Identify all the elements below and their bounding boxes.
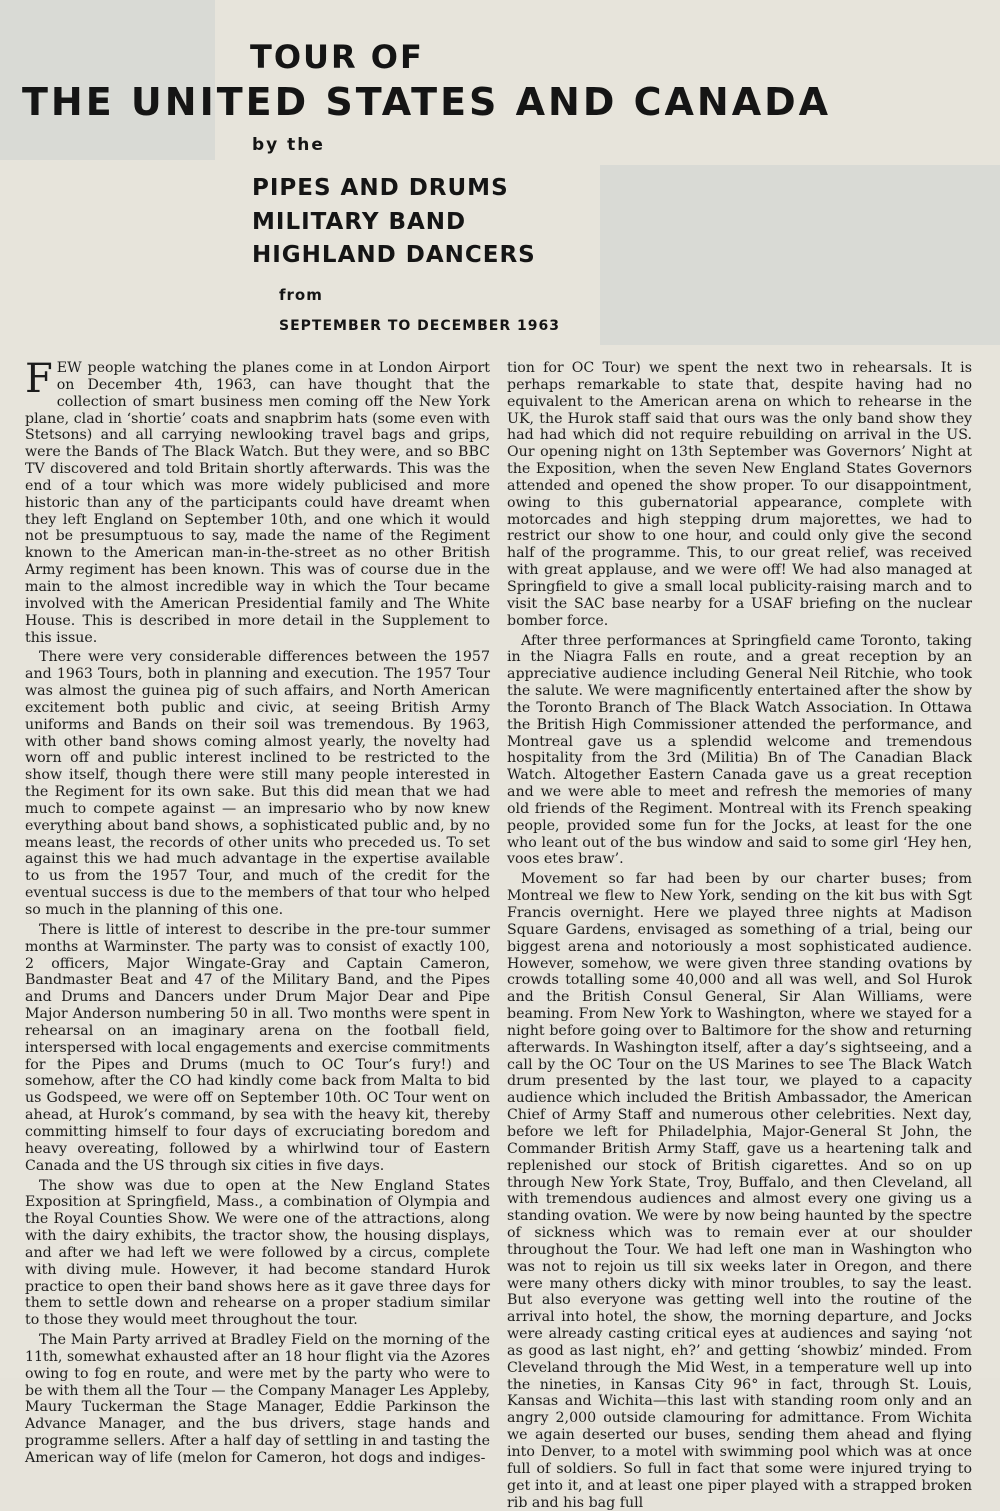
- byline: by the: [252, 135, 325, 155]
- unit-pipes-and-drums: PIPES AND DRUMS: [252, 175, 509, 201]
- paragraph: tion for OC Tour) we spent the next two in rehearsals. It is perhaps remarkable to state that, despite having had no equivalent to the American arena on which to rehearse in the UK, the Hurok staff said that ours was the only band show they had had which did not require rebuilding on arrival in the US. Our opening night on 13th September was Governors’ Night at the Exposition, when the seven New England States Governors attended and opened the show proper. To our disappointment, owing to this gubernatorial appearance, complete with motorcades and high stepping drum majorettes, we had to restrict our show to one hour, and could only give the second half of the programme. This, to our great relief, was received with great applause, and we were off! We had also managed at Springfield to give a small local publicity-raising march and to visit the SAC base nearby for a USAF briefing on the nuclear bomber force.: [507, 360, 972, 629]
- paragraph: There were very considerable differences between the 1957 and 1963 Tours, both in planning and execution. The 1957 Tour was almost the guinea pig of such affairs, and North American excitement both public and civic, at seeing British Army uniforms and Bands on their soil was tremendous. By 1963, with other band shows coming almost yearly, the novelty had worn off and public interest inclined to be restricted to the show itself, though there were still many people interested in the Regiment for its own sake. But this did mean that we had much to compete against — an impresario who by now knew everything about band shows, a sophisticated public and, by no means least, the records of other units who preceded us. To set against this we had much advantage in the expertise available to us from the 1957 Tour, and much of the credit for the eventual success is due to the members of that tour who helped so much in the planning of this one.: [25, 649, 490, 918]
- title-line-2: THE UNITED STATES AND CANADA: [22, 80, 832, 124]
- paragraph: After three performances at Springfield came Toronto, taking in the Niagra Falls en route, and a great reception by an appreciative audience including General Neil Ritchie, who took the salute. We were magnificently entertained after the show by the Toronto Branch of The Black Watch Association. In Ottawa the British High Commissioner attended the performance, and Montreal gave us a splendid welcome and tremendous hospitality from the 3rd (Militia) Bn of The Canadian Black Watch. Altogether Eastern Canada gave us a great reception and we were able to meet and refresh the memories of many old friends of the Regiment. Montreal with its French speaking people, provided some fun for the Jocks, at least for the one who leant out of the bus window and said to some girl ‘Hey hen, voos etes braw’.: [507, 632, 972, 868]
- paragraph: The show was due to open at the New England States Exposition at Springfield, Mass., a combination of Olympia and the Royal Counties Show. We were one of the attractions, along with the dairy exhibits, the tractor show, the housing displays, and after we had left we were followed by a circus, complete with diving mule. However, it had become standard Hurok practice to open their band shows here as it gave three days for them to settle down and rehearse on a proper stadium similar to those they would meet throughout the tour.: [25, 1177, 490, 1329]
- paragraph: There is little of interest to describe in the pre-tour summer months at Warminster. The party was to consist of exactly 100, 2 officers, Major Wingate-Gray and Captain Cameron, Bandmaster Beat and 47 of the Military Band, and the Pipes and Drums and Dancers under Drum Major Dear and Pipe Major Anderson numbering 50 in all. Two months were spent in rehearsal on an imaginary arena on the football field, interspersed with local engagements and exercise commitments for the Pipes and Drums (much to OC Tour’s fury!) and somehow, after the CO had kindly come back from Malta to bid us Godspeed, we were off on September 10th. OC Tour went on ahead, at Hurok’s command, by sea with the heavy kit, thereby committing himself to four days of excruciating boredom and heavy overeating, followed by a whirlwind tour of Eastern Canada and the US through six cities in five days.: [25, 921, 490, 1174]
- paragraph: Movement so far had been by our charter buses; from Montreal we flew to New York, sending on the kit bus with Sgt Francis overnight. Here we played three nights at Madison Square Gardens, envisaged as something of a trial, being our biggest arena and notoriously a most sophisticated audience. However, somehow, we were given three standing ovations by crowds totalling some 40,000 and all was well, and Sol Hurok and the British Consul General, Sir Alan Williams, were beaming. From New York to Washington, where we stayed for a night before going over to Baltimore for the show and returning afterwards. In Washington itself, after a day’s sightseeing, and a call by the OC Tour on the US Marines to see The Black Watch drum presented by the last tour, we played to a capacity audience which included the British Ambassador, the American Chief of Army Staff and numerous other celebrities. Next day, before we left for Philadelphia, Major-General St John, the Commander British Army Staff, gave us a heartening talk and replenished our stock of British cigarettes. And so on up through New York State, Troy, Buffalo, and then Cleveland, all with tremendous audiences and almost every one giving us a standing ovation. We were by now being haunted by the spectre of sickness which was to remain ever at our shoulder throughout the Tour. We had left one man in Washington who was not to rejoin us till six weeks later in Oregon, and there were many others dicky with minor troubles, to say the least. But also everyone was getting well into the routine of the arrival into hotel, the show, the morning departure, and Jocks were already casting critical eyes at audiences and saying ‘not as good as last night, eh?’ and getting ‘showbiz’ minded. From Cleveland through the Mid West, in a temperature well up into the nineties, in Kansas City 96° in fact, through St. Louis, Kansas and Wichita—this last with standing room only and an angry 2,000 outside clamouring for admittance. From Wichita we again deserted our buses, sending them ahead and flying into Denver, to a motel with swimming pool which was at once full of soldiers. So full in fact that some were injured trying to get into it, and at least one piper played with a strapped broken rib and his bag full: [507, 871, 972, 1511]
- paragraph: The Main Party arrived at Bradley Field on the morning of the 11th, somewhat exhausted after an 18 hour flight via the Azores owing to fog en route, and were met by the party who were to be with them all the Tour — the Company Manager Les Appleby, Maury Tuckerman the Stage Manager, Eddie Parkinson the Advance Manager, and the bus drivers, stage hands and programme sellers. After a half day of settling in and tasting the American way of life (melon for Cameron, hot dogs and indiges-: [25, 1332, 490, 1466]
- title-line-1: TOUR OF: [250, 38, 424, 76]
- tour-dates: SEPTEMBER TO DECEMBER 1963: [279, 318, 560, 334]
- show-through-photo-right: [600, 165, 1000, 345]
- from-label: from: [279, 286, 323, 304]
- unit-military-band: MILITARY BAND: [252, 209, 467, 235]
- paragraph: FEW people watching the planes come in at London Airport on December 4th, 1963, can have thought that the collection of smart business men coming off the New York plane, clad in ‘shortie’ coats and snapbrim hats (some even with Stetsons) and all carrying newlooking travel bags and grips, were the Bands of The Black Watch. But they were, and so BBC TV discovered and told Britain shortly afterwards. This was the end of a tour which was more widely publicised and more historic than any of the participants could have dreamt when they left England on September 10th, and one which it would not be presumptuous to say, made the name of the Regiment known to the American man-in-the-street as no other British Army regiment has been known. This was of course due in the main to the almost incredible way in which the Tour became involved with the American Presidential family and The White House. This is described in more detail in the Supplement to this issue.: [25, 356, 490, 646]
- drop-cap: F: [25, 356, 53, 402]
- unit-highland-dancers: HIGHLAND DANCERS: [252, 242, 536, 268]
- text-column-left: [25, 356, 490, 1466]
- text-column-right: [507, 360, 972, 1511]
